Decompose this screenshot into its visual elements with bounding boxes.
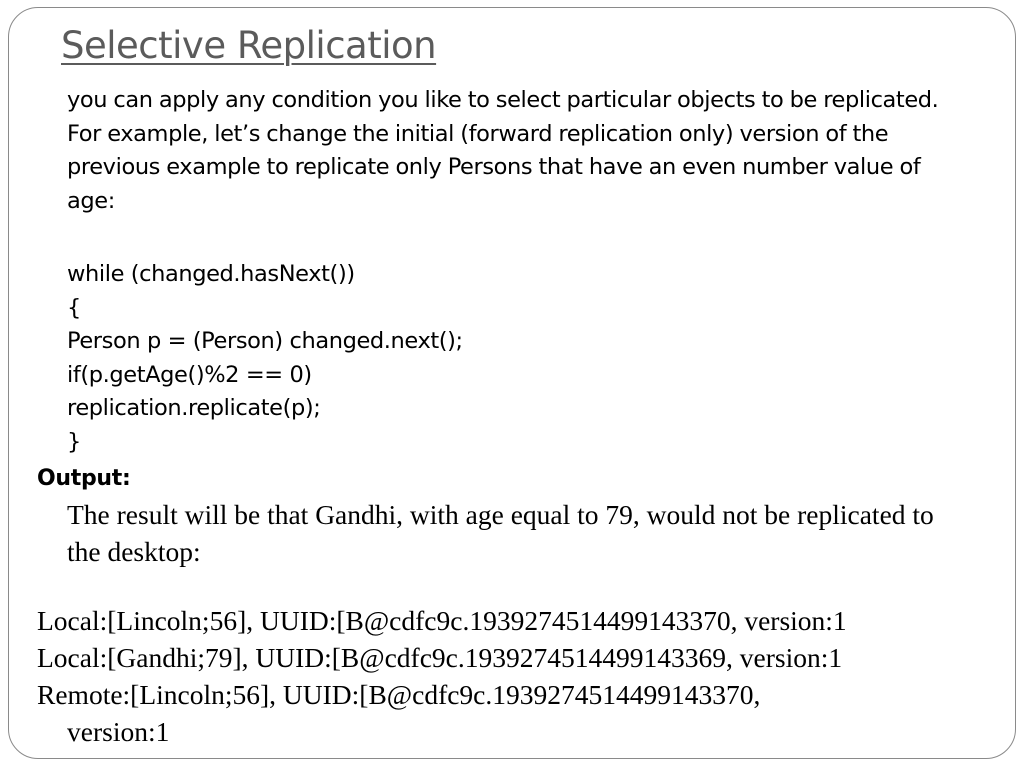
log-line-continuation: version:1 [67,716,170,747]
code-line: if(p.getAge()%2 == 0) [67,361,312,388]
code-line: } [67,428,81,455]
log-line-text: Remote:[Lincoln;56], UUID:[B@cdfc9c.1939274514499143370, [37,679,761,710]
output-label: Output: [37,466,131,491]
result-paragraph: The result will be that Gandhi, with age equal to 79, would not be replicated to the desktop: [67,499,934,567]
slide-title: Selective Replication [61,24,437,67]
log-line-text: Local:[Gandhi;79], UUID:[B@cdfc9c.1939274514499143369, version:1 [37,642,843,673]
log-line [37,602,997,639]
code-line: { [67,294,81,321]
code-block [67,258,463,459]
code-line: while (changed.hasNext()) [67,261,355,287]
intro-paragraph: you can apply any condition you like to select particular objects to be replicated. For example, let’s change the initial (forward replication only) version of the previous example to replicate only Persons that have an even number value of age: [67,87,939,214]
output-log [37,602,997,750]
log-line [37,676,997,750]
code-line: Person p = (Person) changed.next(); [67,328,463,354]
code-line: replication.replicate(p); [67,395,321,421]
log-line [37,639,997,676]
log-line-text: Local:[Lincoln;56], UUID:[B@cdfc9c.1939274514499143370, version:1 [37,605,847,636]
